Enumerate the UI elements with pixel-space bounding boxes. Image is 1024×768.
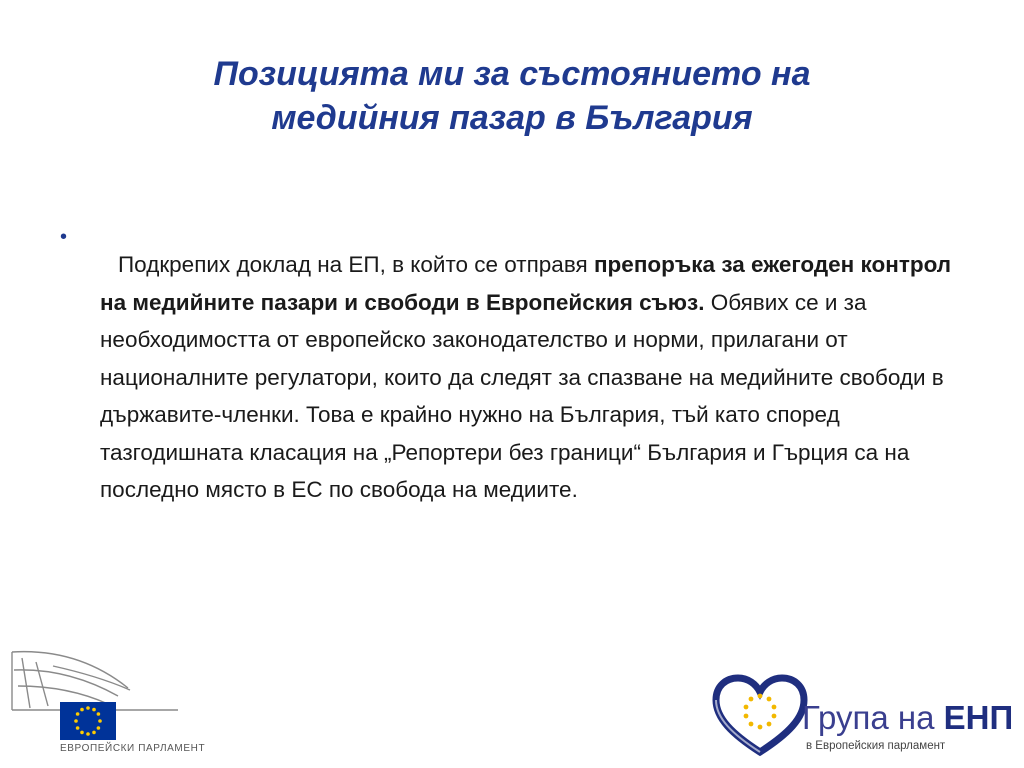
bullet-marker: • [60, 226, 68, 248]
body-text-bold: препоръка за ежегоден контрол на медийните пазари и свободи в Европейския съюз. [100, 252, 952, 315]
title-line-1: Позицията ми за състоянието на [213, 55, 811, 93]
parliament-building-icon [12, 652, 178, 710]
title-line-2: медийния пазар в България [271, 99, 753, 137]
epp-name-bold: ЕНП [943, 699, 1014, 736]
eu-flag-icon [60, 702, 116, 740]
body-paragraph [100, 246, 980, 509]
body-text-part-2: Обявих се и за необходимостта от европейско законодателство и норми, прилагани от националните регулатори, които да следят за спазване на медийните свободи в държавите-членки. Това е крайно нужно на България, тъй като според тазгодишната класация на „Репортери без граници“ България и Гърция са на последно място в ЕС по свобода на медиите. [100, 289, 944, 502]
heart-outline-icon [716, 678, 804, 752]
european-parliament-label: ЕВРОПЕЙСКИ ПАРЛАМЕНТ [60, 743, 206, 754]
epp-name-prefix: Група на [802, 699, 944, 736]
slide-title [100, 52, 924, 140]
epp-heart-logo [712, 672, 808, 758]
body-text-part-1: Подкрепих доклад на ЕП, в който се отправя [118, 252, 594, 277]
epp-group-subtitle: в Европейския парламент [806, 740, 946, 752]
epp-group-name [802, 700, 1013, 736]
